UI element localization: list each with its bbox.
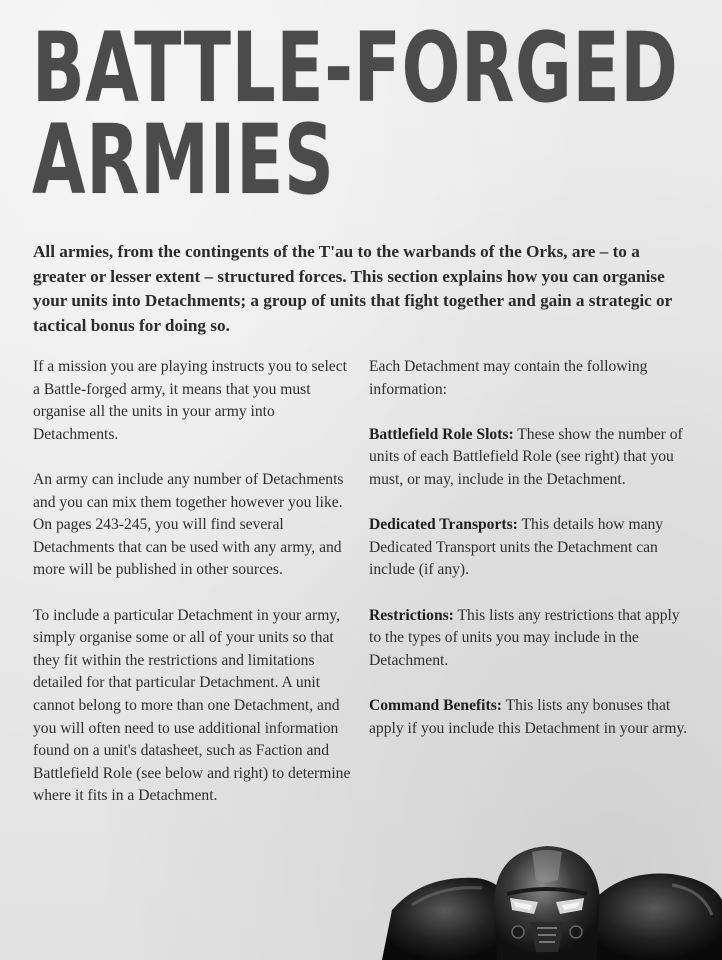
entry-term: Restrictions: [369,606,454,624]
entry-term: Command Benefits: [369,696,502,714]
entry-text: This lists any bonuses that apply if you include this Detachment in your army. [369,696,688,737]
entry-text: These show the number of units of each Battlefield Role (see right) that you must, or may, include in the Detachment. [369,425,683,488]
entry-term: Dedicated Transports: [369,516,518,534]
page-title [32,12,679,216]
space-marine-helmet-illustration [382,840,722,960]
dedicated-transports-entry [369,514,689,582]
right-lead-paragraph: Each Detachment may contain the following information: [369,358,648,398]
right-column [369,356,689,763]
command-benefits-entry [369,695,689,740]
entry-text: This lists any restrictions that apply to the types of units you may include in the Detachment. [369,606,680,669]
title-line-2: ARMIES [32,104,335,216]
intro-paragraph: All armies, from the contingents of the T'au to the warbands of the Orks, are – to a greater or lesser extent – structured forces. This section explains how you can organise your units into Detachments; a group of units that fight together and gain a strategic or tactical bonus for doing so. [33,242,672,335]
left-paragraph-3: To include a particular Detachment in your army, simply organise some or all of your units so that they fit within the restrictions and limitations detailed for that particular Detachment. A unit cannot belong to more than one Detachment, and you will often need to use additional information found on a unit's datasheet, such as Faction and Battlefield Role (see below and right) to determine where it fits in a Detachment. [33,606,351,805]
left-paragraph-2: An army can include any number of Detachments and you can mix them together however you like. On pages 243-245, you will find several Detachments that can be used with any army, and more will be published in other sources. [33,470,344,579]
battlefield-role-slots-entry [369,424,689,492]
entry-text: This details how many Dedicated Transport units the Detachment can include (if any). [369,516,664,579]
title-line-1: BATTLE-FORGED [32,12,679,124]
left-column [33,356,353,830]
entry-term: Battlefield Role Slots: [369,425,514,443]
left-paragraph-1: If a mission you are playing instructs you to select a Battle-forged army, it means that you must organise all the units in your army into Detachments. [33,358,347,443]
restrictions-entry [369,605,689,673]
